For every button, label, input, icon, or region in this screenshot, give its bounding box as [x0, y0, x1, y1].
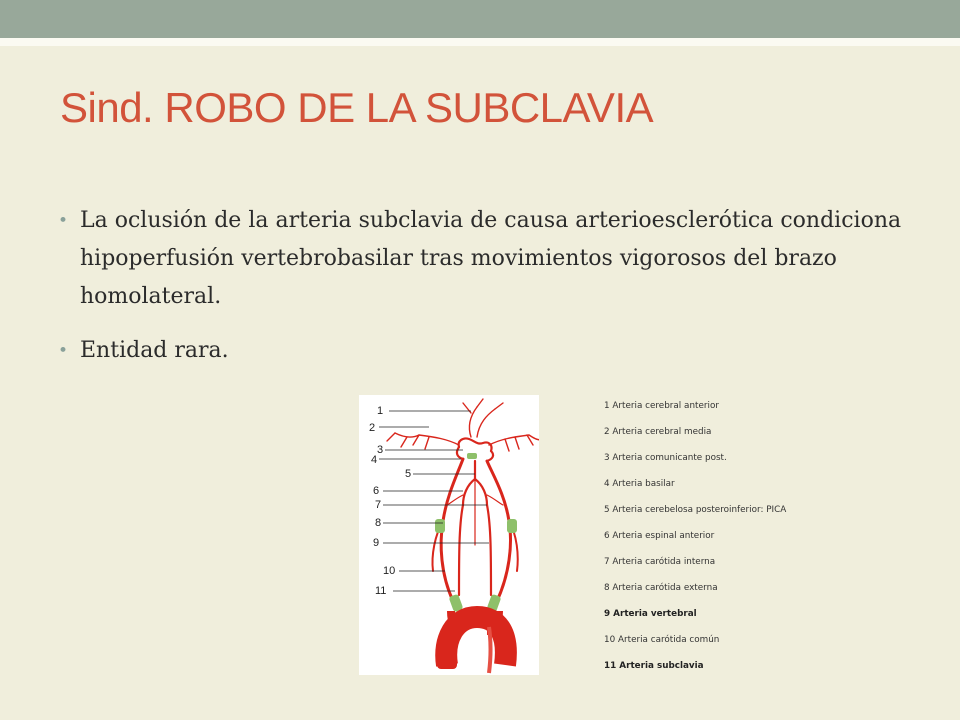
bullet-text: Entidad rara. — [80, 338, 229, 363]
legend-item: 8 Arteria carótida externa — [604, 583, 718, 593]
legend-item: 11 Arteria subclavia — [604, 661, 704, 671]
slide-title: Sind. ROBO DE LA SUBCLAVIA — [60, 84, 654, 131]
diagram-label-1: 1 — [377, 405, 384, 417]
legend-item: 5 Arteria cerebelosa posteroinferior: PICA — [604, 505, 787, 515]
diagram-label-6: 6 — [373, 485, 380, 497]
legend-item: 7 Arteria carótida interna — [604, 557, 716, 567]
arteries-illustration — [359, 395, 539, 675]
diagram-label-9: 9 — [373, 537, 380, 549]
bullet-text: La oclusión de la arteria subclavia de causa arterioesclerótica condiciona hipoperfusión vertebrobasilar tras movimientos vigorosos del brazo homolateral. — [80, 208, 902, 309]
diagram-label-3: 3 — [377, 444, 384, 456]
legend-item: 4 Arteria basilar — [604, 479, 675, 489]
legend-item: 2 Arteria cerebral media — [604, 427, 712, 437]
cerebral-arteries — [387, 399, 539, 451]
legend-item: 10 Arteria carótida común — [604, 635, 720, 645]
diagram-label-2: 2 — [369, 422, 376, 434]
bullet-item — [56, 202, 916, 316]
aortic-arch — [437, 611, 506, 673]
legend-item: 3 Arteria comunicante post. — [604, 453, 727, 463]
bullet-item — [56, 332, 916, 370]
diagram-label-7: 7 — [375, 499, 382, 511]
diagram-label-10: 10 — [383, 565, 396, 577]
diagram-label-11: 11 — [375, 585, 387, 597]
bullet-list — [56, 202, 916, 386]
diagram-label-8: 8 — [375, 517, 382, 529]
diagram-legend — [604, 399, 786, 685]
legend-item: 9 Arteria vertebral — [604, 609, 697, 619]
bullet-icon: • — [58, 211, 69, 231]
bullet-icon: • — [58, 341, 69, 361]
diagram-label-4: 4 — [371, 454, 378, 466]
legend-item: 1 Arteria cerebral anterior — [604, 401, 719, 411]
header-divider — [0, 38, 960, 46]
header-bar — [0, 0, 960, 38]
arteries-diagram — [359, 395, 539, 675]
diagram-label-5: 5 — [405, 468, 412, 480]
legend-item: 6 Arteria espinal anterior — [604, 531, 715, 541]
